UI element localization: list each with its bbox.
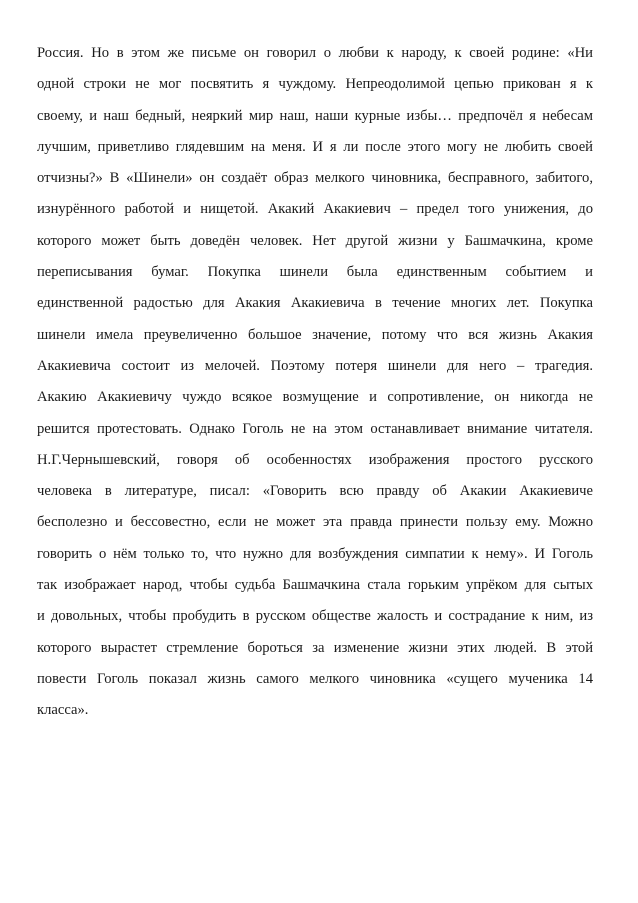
text-line: шинели имела преувеличенно большое значение, потому что вся жизнь Акакия [37, 326, 593, 343]
text-line: переписывания бумаг. Покупка шинели была единственным событием и [37, 264, 593, 281]
text-line: Н.Г.Чернышевский, говоря об особенностях изображения простого русского [37, 451, 593, 468]
body-text [37, 38, 593, 727]
text-line: и довольных, чтобы пробудить в русском обществе жалость и сострадание к ним, из [37, 608, 593, 625]
text-line: одной строки не мог посвятить я чуждому. Непреодолимой цепью прикован я к [37, 76, 593, 93]
text-line: бесполезно и бессовестно, если не может эта правда принести пользу ему. Можно [37, 514, 593, 531]
text-line: которого может быть доведён человек. Нет другой жизни у Башмачкина, кроме [37, 232, 593, 249]
text-line: которого вырастет стремление бороться за изменение жизни этих людей. В этой [37, 639, 593, 656]
text-line: своему, и наш бедный, неяркий мир наш, наши курные избы… предпочёл я небесам [37, 107, 593, 124]
text-line: так изображает народ, чтобы судьба Башмачкина стала горьким упрёком для сытых [37, 577, 593, 594]
text-line: говорить о нём только то, что нужно для возбуждения симпатии к нему». И Гоголь [37, 545, 593, 562]
text-line: изнурённого работой и нищетой. Акакий Акакиевич – предел того унижения, до [37, 201, 593, 218]
text-line: Акакиевича состоит из мелочей. Поэтому потеря шинели для него – трагедия. [37, 357, 593, 374]
text-line: решится протестовать. Однако Гоголь не на этом останавливает внимание читателя. [37, 420, 593, 437]
text-line: Акакию Акакиевичу чуждо всякое возмущение и сопротивление, он никогда не [37, 389, 593, 406]
text-line: повести Гоголь показал жизнь самого мелкого чиновника «сущего мученика 14 [37, 670, 593, 687]
text-line-last: класса». [37, 702, 89, 719]
text-line: человека в литературе, писал: «Говорить всю правду об Акакии Акакиевиче [37, 483, 593, 500]
text-line: лучшим, приветливо глядевшим на меня. И я ли после этого могу не любить своей [37, 138, 593, 155]
text-line: единственной радостью для Акакия Акакиевича в течение многих лет. Покупка [37, 295, 593, 312]
text-line: отчизны?» В «Шинели» он создаёт образ мелкого чиновника, бесправного, забитого, [37, 170, 593, 187]
text-line: Россия. Но в этом же письме он говорил о любви к народу, к своей родине: «Ни [37, 45, 593, 61]
